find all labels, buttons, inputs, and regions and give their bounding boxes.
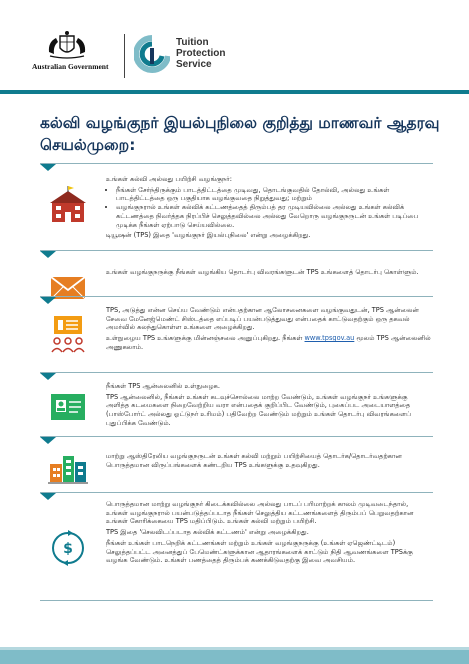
id-card-icon: [48, 388, 88, 428]
section-3-para-1: TPS, அடுத்து என்ன செய்ய வேண்டும் என்பதற்கான ஆலோசனைகளை வழங்குவதுடன், TPS ஆன்லைன் சேவை மேனேஜ்மெண்ட் சிஸ்டத்தை எப்படிப் பயன்படுத்துவது என்பதைக் காட்டுவதற்கும் ஒரு தகவல் அமர்வில் கலந்துகொள்ள உங்களை அழைக்கிறது.: [106, 306, 419, 332]
section-5-text: [106, 452, 431, 471]
section-2-para: உங்கள் வழங்குநருக்கு நீங்கள் வழங்கிய தொடர்பு விவரங்களுடன் TPS உங்களைத் தொடர்பு கொள்ளும்.: [106, 268, 419, 276]
section-separator: [40, 600, 433, 601]
section-3-para-2-start: உள்நுழைய TPS உங்களுக்கு மின்னஞ்சலை அனுப்புகிறது. நீங்கள்: [106, 334, 305, 343]
list-item: • நீங்கள் சேர்ந்திருக்கும் பாடத்திட்டத்தை முடிவது, தொடங்குவதில் தோல்வி, அல்லது உங்கள் பாடத்திட்டத்தை ஒரு பகுதியாக வழங்குவதை நிறுத்துவது; மற்றும்: [116, 186, 431, 203]
step-arrow-icon: [40, 164, 56, 171]
section-1-text: [106, 175, 431, 242]
tps-name-line-3: Service: [176, 59, 212, 70]
buildings-icon: [48, 448, 88, 488]
tps-name: [176, 37, 225, 70]
section-6-para-2: TPS இதை 'செலவிடப்படாத கல்விக் கட்டணம்' என்று அழைக்கிறது.: [106, 528, 309, 537]
section-4-para-1: நீங்கள் TPS ஆன்லைனில் உள்நுழைக.: [106, 382, 220, 390]
government-name: Australian Government: [32, 62, 109, 71]
section-6-para-1: பொருத்தமான மாற்று வழங்குநர் கிடைக்கவில்லை அல்லது பாடப் பரிமாற்றக் காலம் முடிவடைந்தால், உங்கள் வழங்குநரால் பயன்படுத்தப்படாத நீங்கள் செலுத்திய கட்டணங்களைத் திரும்பப் பெறுவதற்கான உங்கள் கோரிக்கையை TPS மதிப்பிடும். உங்கள் கல்வி மற்றும் பயிற்சி.: [106, 500, 414, 526]
section-3-text: [106, 306, 431, 354]
section-6-text: [106, 500, 431, 567]
page-title: கல்வி வழங்குநர் இயல்புநிலை குறித்து மாணவர் ஆதரவு செயல்முறை:: [40, 114, 440, 154]
step-arrow-icon: [40, 297, 56, 304]
step-arrow-icon: [40, 493, 56, 500]
section-separator: [40, 436, 433, 437]
header: [0, 0, 469, 90]
section-4-para-2: TPS ஆன்லைனில், நீங்கள் உங்கள் கடவுச்சொல்லை மாற்ற வேண்டும், உங்கள் வழங்குநர் உங்களுக்கு அளித்த கடமைகளை நிறைவேற்றிய வரா என்பதைக் குறிப்பிட வேண்டும், புகைப்பட அடையாளத்தை (பாஸ்போர்ட் அல்லது ஓட்டுநர் உரிமம்) பதிவேற்ற வேண்டும் மற்றும் உங்கள் தொடர்பு விவரங்களைப் புதுப்பிக்க வேண்டும்.: [106, 392, 412, 427]
section-3-para-2: [106, 334, 431, 351]
tps-logo-icon: [134, 34, 170, 76]
step-arrow-icon: [40, 373, 56, 380]
tps-name-line-2: Protection: [176, 48, 226, 59]
list-item: • வழங்குநரால் உங்கள் கல்விக் கட்டணத்தைத் திரும்பத் தர முடியவில்லை அல்லது உங்கள் கல்விக் கட்டணத்தை நிவர்த்தக நிரப்பிச் செலுத்தவில்லை அல்லது வேறொரு வழங்குநருடன் உங்கள் படிப்பை முடிக்க நீங்கள் ஏற்பாடு செய்யவில்லை.: [116, 203, 431, 229]
section-separator: [40, 296, 433, 297]
section-1-note: டியூஷன் (TPS) இதை 'வழங்குநர் இயல்புநிலை' என்று அழைக்கிறது.: [106, 231, 311, 240]
step-arrow-icon: [40, 437, 56, 444]
section-2-text: [106, 268, 431, 279]
school-building-icon: [48, 186, 88, 226]
section-separator: [40, 372, 433, 373]
tps-name-line-1: Tuition: [176, 37, 209, 48]
section-1-intro: உங்கள் கல்வி அல்லது பயிற்சி வழங்குநர்:: [106, 175, 232, 183]
coat-of-arms-icon: [44, 30, 90, 60]
section-separator: [40, 163, 433, 164]
tps-website-link[interactable]: www.tpsgov.au: [304, 334, 355, 343]
step-arrow-icon: [40, 251, 56, 258]
section-1-list: [106, 186, 431, 230]
section-5-para: மாற்று ஆஸ்திரேலிய வழங்குநருடன் உங்கள் கல்வி மற்றும் பயிற்சியைத் தொடர்க/தொடர்வதற்கான பொருத்தமான விருப்பங்களைக் கண்டறிய TPS உங்களுக்கு உதவுகிறது.: [106, 452, 402, 469]
section-separator: [40, 250, 433, 251]
svg-text:$: $: [63, 541, 73, 557]
section-separator: [40, 492, 433, 493]
section-6-para-3: நீங்கள் உங்கள் பாடநெறிக் கட்டணங்கள் மற்றும் உங்கள் வழங்குநருக்கு (உங்கள் ஏஜெண்ட்டிடம்) செலுத்தப்பட்ட அனைத்துப் பேமெண்ட்களுக்கான ஆதாரங்களைக் காட்டும் நிதி ஆவணங்களை TPSக்கு வழங்க வேண்டும். உங்கள் பணத்தைத் திரும்பக் கணக்கிடுவதற்கு இவை அவசியம்.: [106, 538, 413, 565]
header-divider: [124, 34, 125, 78]
section-4-text: [106, 382, 431, 430]
header-rule: [0, 90, 469, 94]
australian-government-logo: [32, 30, 109, 71]
section-3-para-2-end: மூலம் TPS ஆன்லைனில் அணுகலாம்.: [106, 334, 431, 351]
footer-band: [0, 650, 469, 664]
information-people-icon: [48, 314, 88, 354]
refund-coin-icon: [48, 528, 88, 568]
